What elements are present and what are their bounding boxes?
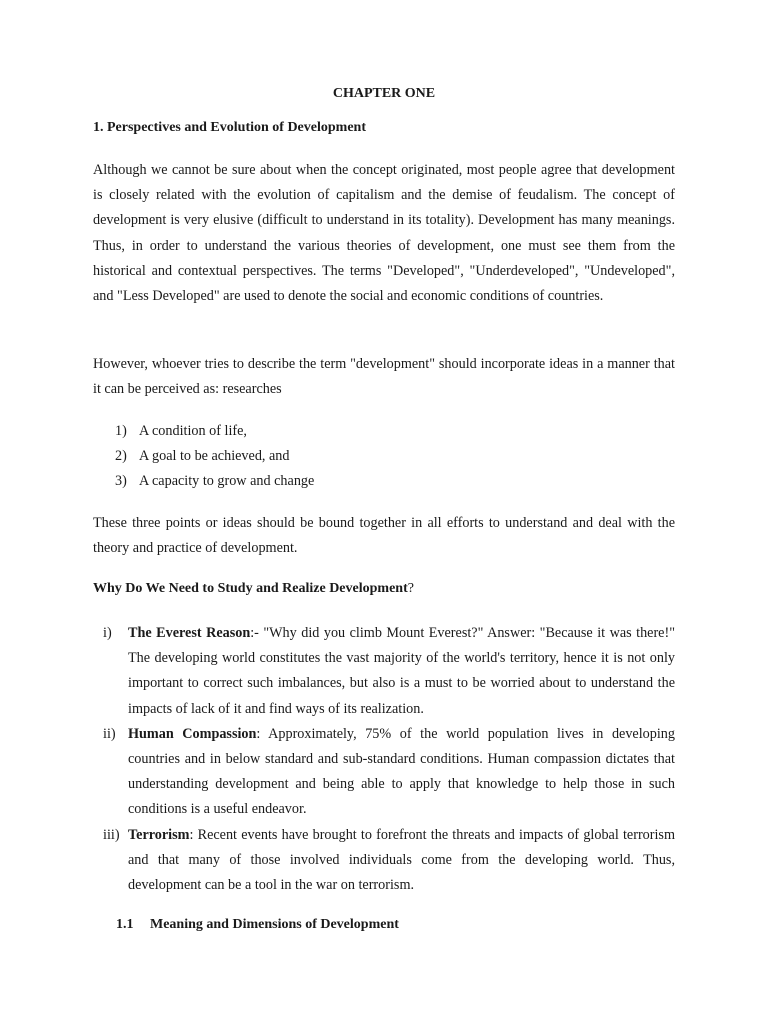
list-item-text: A goal to be achieved, and (139, 448, 290, 465)
reason-item (93, 823, 675, 899)
list-item-number: 3) (115, 473, 127, 490)
reason-item (93, 621, 675, 722)
section-heading: 1. Perspectives and Evolution of Development (93, 120, 366, 135)
reason-term: The Everest Reason (128, 625, 251, 641)
chapter-title: CHAPTER ONE (332, 86, 436, 101)
subsection-heading (116, 917, 399, 933)
list-item-number: 2) (115, 448, 127, 465)
list-item-text: A condition of life, (139, 423, 247, 439)
reason-number: ii) (103, 725, 116, 742)
reason-text: : Approximately, 75% of the world population lives in developing countries and in below standard and sub-standard conditions. Human compassion dictates that understanding development and being able to apply that knowledge to help those in such conditions is a useful endeavor. (128, 725, 675, 818)
why-heading (93, 581, 414, 597)
list-item-text: A capacity to grow and change (139, 473, 315, 490)
reason-item (93, 722, 675, 823)
reason-number: i) (103, 625, 112, 641)
reason-term: Human Compassion (128, 725, 257, 742)
summary-paragraph: These three points or ideas should be bound together in all efforts to understand and deal with the theory and practice of development. (93, 515, 675, 557)
reason-text: : Recent events have brought to forefront the threats and impacts of global terrorism and that many of those involved individuals come from the developing world. Thus, development can be a tool in the war on terrorism. (128, 826, 675, 894)
definition-paragraph: However, whoever tries to describe the term "development" should incorporate ideas in a manner that it can be perceived as: researches (93, 356, 675, 398)
why-heading-text: Why Do We Need to Study and Realize Development (93, 581, 408, 596)
subsection-number: 1.1 (116, 917, 134, 932)
conditions-list (115, 419, 675, 495)
list-item (115, 469, 675, 494)
reasons-list (93, 621, 675, 898)
reason-text: :- "Why did you climb Mount Everest?" Answer: "Because it was there!" The developing world constitutes the vast majority of the world's territory, hence it is not only important to correct such imbalances, but also is a must to be worried about to understand the impacts of lack of it and find ways of its realization. (128, 625, 675, 717)
why-heading-mark: ? (407, 581, 414, 596)
list-item (115, 419, 675, 444)
reason-term: Terrorism (128, 826, 190, 843)
reason-number: iii) (103, 826, 120, 843)
list-item-number: 1) (115, 423, 127, 439)
list-item (115, 444, 675, 469)
subsection-title: Meaning and Dimensions of Development (150, 917, 399, 932)
intro-paragraph: Although we cannot be sure about when the concept originated, most people agree that development is closely related with the evolution of capitalism and the demise of feudalism. The concept of development is very elusive (difficult to understand in its totality). Development has many meanings. Thus, in order to understand the various theories of development, one must see them from the historical and contextual perspectives. The terms "Developed", "Underdeveloped", "Undeveloped", and "Less Developed" are used to denote the social and economic conditions of countries. (93, 162, 675, 305)
